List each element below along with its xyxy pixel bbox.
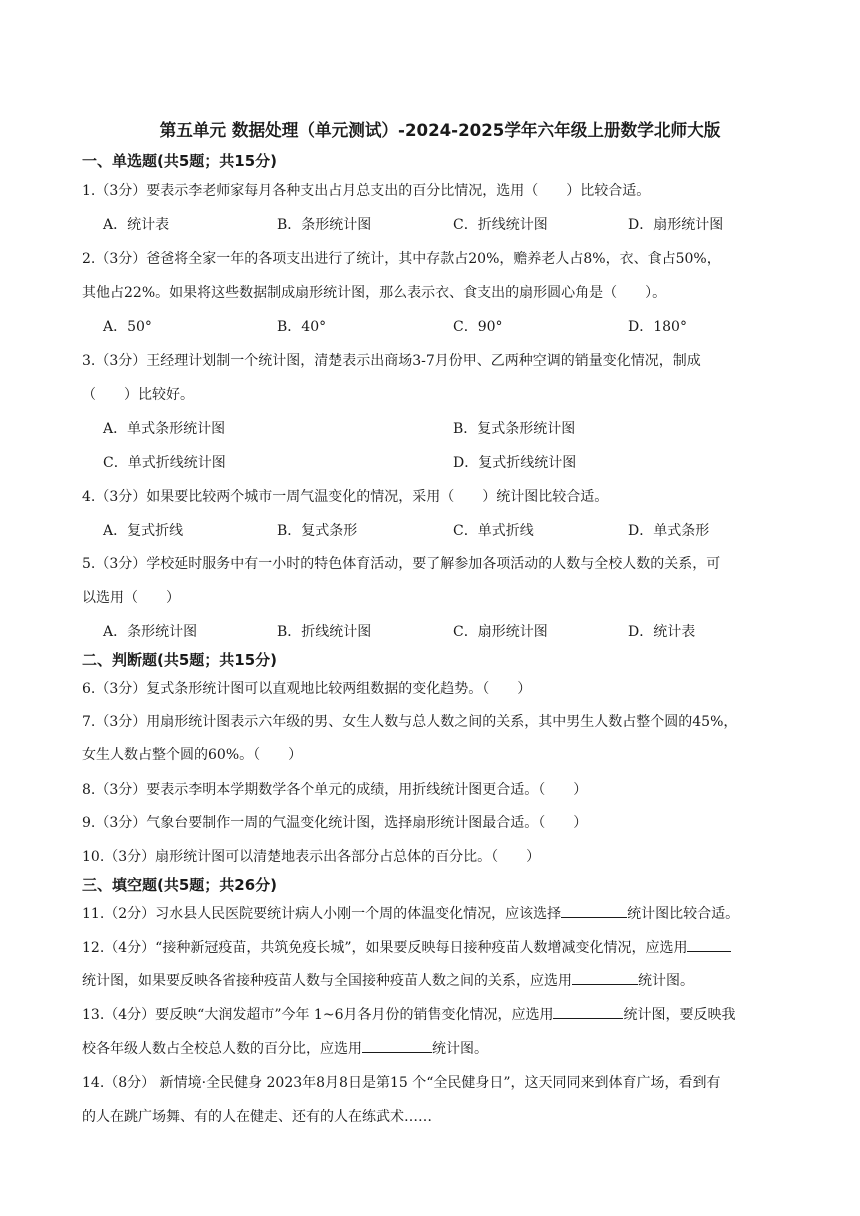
question-14-line-2: 的人在跳广场舞、有的人在健走、还有的人在练武术…… <box>82 1109 432 1125</box>
question-13-line-1 <box>82 1004 735 1024</box>
question-12-line-2 <box>82 970 694 990</box>
question-5-option-c: C．扇形统计图 <box>453 624 548 640</box>
section-heading-true-false: 二、判断题(共5题；共15分) <box>82 651 278 669</box>
question-14-line-1: 14.（8分） 新情境·全民健身 2023年8月8日是第15 个“全民健身日”，这天同同来到体育广场，看到有 <box>82 1075 721 1091</box>
question-1-text: 1.（3分）要表示李老师家每月各种支出占月总支出的百分比情况，选用（ ）比较合适。 <box>82 183 651 199</box>
section-heading-fill-blank: 三、填空题(共5题；共26分) <box>82 876 278 894</box>
question-11-text-after: 统计图比较合适。 <box>627 906 740 922</box>
question-4-text: 4.（3分）如果要比较两个城市一周气温变化的情况，采用（ ）统计图比较合适。 <box>82 489 609 505</box>
question-7-line-1: 7.（3分）用扇形统计图表示六年级的男、女生人数与总人数之间的关系，其中男生人数占整个圆的45%， <box>82 714 738 730</box>
question-13-line-2 <box>82 1038 488 1058</box>
question-1-option-d: D．扇形统计图 <box>628 217 724 233</box>
question-8-text: 8.（3分）要表示李明本学期数学各个单元的成绩，用折线统计图更合适。（ ） <box>82 782 588 798</box>
question-9-text: 9.（3分）气象台要制作一周的气温变化统计图，选择扇形统计图最合适。（ ） <box>82 815 588 831</box>
question-5-option-d: D．统计表 <box>628 624 696 640</box>
question-2-option-d: D．180° <box>628 319 687 335</box>
question-13-text-2: 统计图，要反映我 <box>623 1007 736 1023</box>
question-11 <box>82 903 739 923</box>
answer-blank[interactable] <box>561 903 627 918</box>
answer-blank[interactable] <box>572 970 638 985</box>
question-7-line-2: 女生人数占整个圆的60%。（ ） <box>82 747 303 763</box>
question-1-option-b: B．条形统计图 <box>277 217 372 233</box>
question-1-option-a: A．统计表 <box>103 217 170 233</box>
section-heading-single-choice: 一、单选题(共5题；共15分) <box>82 152 278 170</box>
question-2-line-2: 其他占22%。如果将这些数据制成扇形统计图，那么表示衣、食支出的扇形圆心角是（ ）。 <box>82 285 667 301</box>
question-2-option-b: B．40° <box>277 319 327 335</box>
question-4-option-d: D．单式条形 <box>628 523 710 539</box>
answer-blank[interactable] <box>553 1004 623 1019</box>
question-2-line-1: 2.（3分）爸爸将全家一年的各项支出进行了统计，其中存款占20%，赡养老人占8%，衣、食占50%， <box>82 251 721 267</box>
answer-blank[interactable] <box>362 1038 432 1053</box>
question-3-line-2: （ ）比较好。 <box>82 387 194 403</box>
question-3-option-c: C．单式折线统计图 <box>103 455 226 471</box>
question-4-option-a: A．复式折线 <box>103 523 184 539</box>
question-4-option-c: C．单式折线 <box>453 523 534 539</box>
question-12-text-1: 12.（4分）“接种新冠疫苗，共筑免疫长城”，如果要反映每日接种疫苗人数增减变化情况，应选用 <box>82 940 688 956</box>
question-10-text: 10.（3分）扇形统计图可以清楚地表示出各部分占总体的百分比。（ ） <box>82 849 541 865</box>
question-1-option-c: C．折线统计图 <box>453 217 548 233</box>
question-11-text-before: 11.（2分）习水县人民医院要统计病人小刚一个周的体温变化情况，应该选择 <box>82 906 562 922</box>
question-12-text-3: 统计图。 <box>638 973 694 989</box>
answer-blank[interactable] <box>687 937 731 952</box>
question-3-option-b: B．复式条形统计图 <box>453 421 576 437</box>
question-5-line-1: 5.（3分）学校延时服务中有一小时的特色体育活动，要了解参加各项活动的人数与全校人数的关系，可 <box>82 556 721 572</box>
question-5-option-a: A．条形统计图 <box>103 624 198 640</box>
question-3-option-a: A．单式条形统计图 <box>103 421 226 437</box>
question-13-text-4: 统计图。 <box>432 1041 488 1057</box>
question-13-text-3: 校各年级人数占全校总人数的百分比，应选用 <box>82 1041 362 1057</box>
question-2-option-a: A．50° <box>103 319 152 335</box>
page-title: 第五单元 数据处理（单元测试）-2024-2025学年六年级上册数学北师大版 <box>159 121 721 141</box>
question-3-line-1: 3.（3分）王经理计划制一个统计图，清楚表示出商场3-7月份甲、乙两种空调的销量变化情况，制成 <box>82 353 701 369</box>
question-12-line-1 <box>82 937 731 957</box>
question-3-option-d: D．复式折线统计图 <box>453 455 577 471</box>
question-2-option-c: C．90° <box>453 319 503 335</box>
question-13-text-1: 13.（4分）要反映“大润发超市”今年 1~6月各月份的销售变化情况，应选用 <box>82 1007 554 1023</box>
question-5-option-b: B．折线统计图 <box>277 624 372 640</box>
question-12-text-2: 统计图，如果要反映各省接种疫苗人数与全国接种疫苗人数之间的关系，应选用 <box>82 973 572 989</box>
question-6-text: 6.（3分）复式条形统计图可以直观地比较两组数据的变化趋势。（ ） <box>82 681 532 697</box>
question-4-option-b: B．复式条形 <box>277 523 358 539</box>
question-5-line-2: 以选用（ ） <box>82 590 180 606</box>
